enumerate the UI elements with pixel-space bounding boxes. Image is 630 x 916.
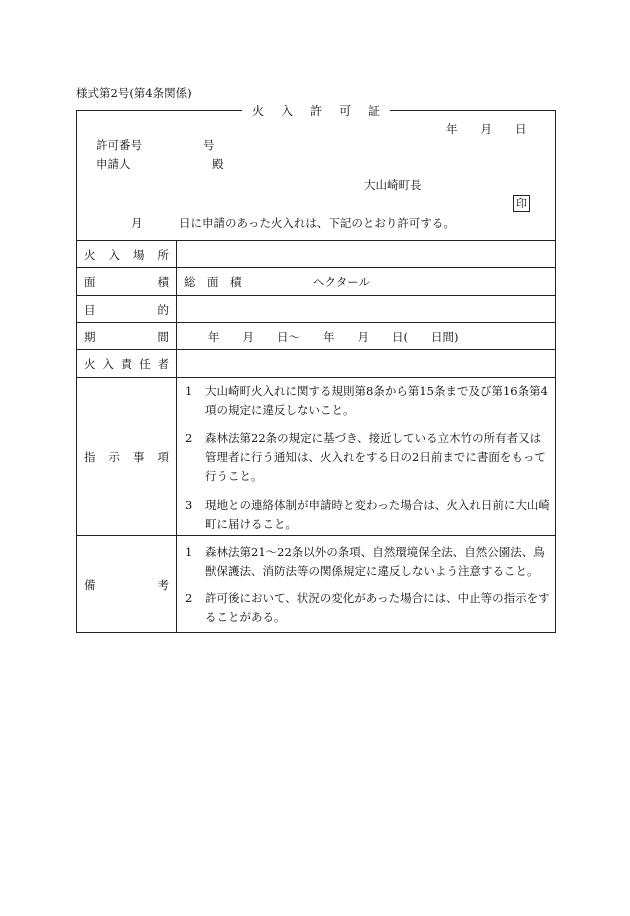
- period-label: [77, 323, 177, 350]
- label-char: 考: [157, 577, 169, 592]
- remark-item: [185, 543, 551, 581]
- label-char: 備: [84, 577, 96, 592]
- period-content: 年 月 日～ 年 月 日( 日間): [208, 330, 459, 344]
- label-char: 入: [102, 357, 114, 371]
- label-char: 責: [120, 357, 133, 371]
- label-char: 示: [108, 450, 120, 464]
- statement-month: 月: [131, 216, 143, 230]
- remark-item: [185, 589, 551, 627]
- item-number: 1: [185, 384, 193, 398]
- honorific: 殿: [212, 157, 224, 171]
- label-char: 任: [139, 357, 151, 371]
- label-char: 面: [84, 275, 96, 289]
- row-area: [77, 267, 555, 296]
- responsible-label: [77, 350, 177, 378]
- form-number: 様式第2号(第4条関係): [76, 86, 192, 100]
- item-text: 大山崎町火入れに関する規則第8条から第15条まで及び第16条第4項の規定に違反しないこと。: [205, 384, 548, 417]
- label-char: 火: [84, 357, 96, 371]
- label-char: 者: [157, 357, 169, 371]
- applicant-label: 申請人: [96, 157, 131, 171]
- row-purpose: [77, 295, 555, 323]
- row-responsible: [77, 349, 555, 378]
- row-location: [77, 240, 555, 268]
- title-char: 許: [309, 104, 340, 118]
- instruction-item: [185, 496, 551, 534]
- title-char: 火: [251, 104, 281, 118]
- row-instructions: [77, 377, 555, 536]
- label-char: 火: [84, 247, 96, 262]
- label-char: 積: [157, 275, 169, 289]
- permit-form: [76, 104, 556, 633]
- label-char: 入: [108, 247, 120, 262]
- item-number: 2: [185, 431, 193, 445]
- title-char: 証: [368, 104, 381, 118]
- item-text: 森林法第22条の規定に基づき、接近している立木竹の所有者又は管理者に行う通知は、火入れをする日の2日前までに書面をもって行うこと。: [205, 431, 546, 483]
- instruction-item: [185, 429, 551, 486]
- row-period: [77, 322, 555, 350]
- label-char: 指: [84, 450, 96, 464]
- label-char: 事: [133, 450, 145, 464]
- issue-date: 年 月 日: [446, 122, 527, 136]
- label-char: 目: [84, 302, 96, 317]
- row-remarks: [77, 535, 555, 633]
- issuer-name: 大山崎町長: [364, 178, 422, 192]
- instructions-label: [77, 378, 177, 536]
- label-char: 場: [133, 247, 145, 262]
- remarks-label: [77, 536, 177, 633]
- permit-number-label: 許可番号: [96, 138, 142, 152]
- location-label: [77, 241, 177, 268]
- item-number: 1: [185, 545, 193, 559]
- purpose-label: [77, 296, 177, 323]
- permit-number-suffix: 号: [203, 138, 215, 152]
- item-text: 森林法第21～22条以外の条項、自然環境保全法、自然公園法、鳥獣保護法、消防法等の関係規定に違反しないよう注意すること。: [205, 545, 545, 578]
- item-number: 3: [185, 498, 193, 512]
- permit-statement: 日に申請のあった火入れは、下記のとおり許可する。: [179, 216, 455, 230]
- item-text: 現地との連絡体制が申請時と変わった場合は、火入れ日前に大山崎町に届けること。: [205, 498, 550, 531]
- item-text: 許可後において、状況の変化があった場合には、中止等の指示をすることがある。: [205, 591, 550, 624]
- area-unit: ヘクタール: [313, 275, 371, 289]
- label-char: 的: [157, 302, 169, 317]
- area-label: [77, 268, 177, 296]
- label-char: 項: [157, 450, 169, 464]
- area-prefix: 総 面 積: [184, 275, 242, 289]
- instruction-item: [185, 382, 551, 420]
- label-char: 所: [157, 247, 169, 262]
- label-char: 期: [84, 329, 96, 344]
- label-char: 間: [157, 329, 169, 344]
- document-title: [242, 102, 390, 119]
- title-char: 可: [339, 104, 369, 118]
- title-char: 入: [280, 104, 310, 118]
- item-number: 2: [185, 591, 193, 605]
- seal-mark: 印: [513, 195, 530, 212]
